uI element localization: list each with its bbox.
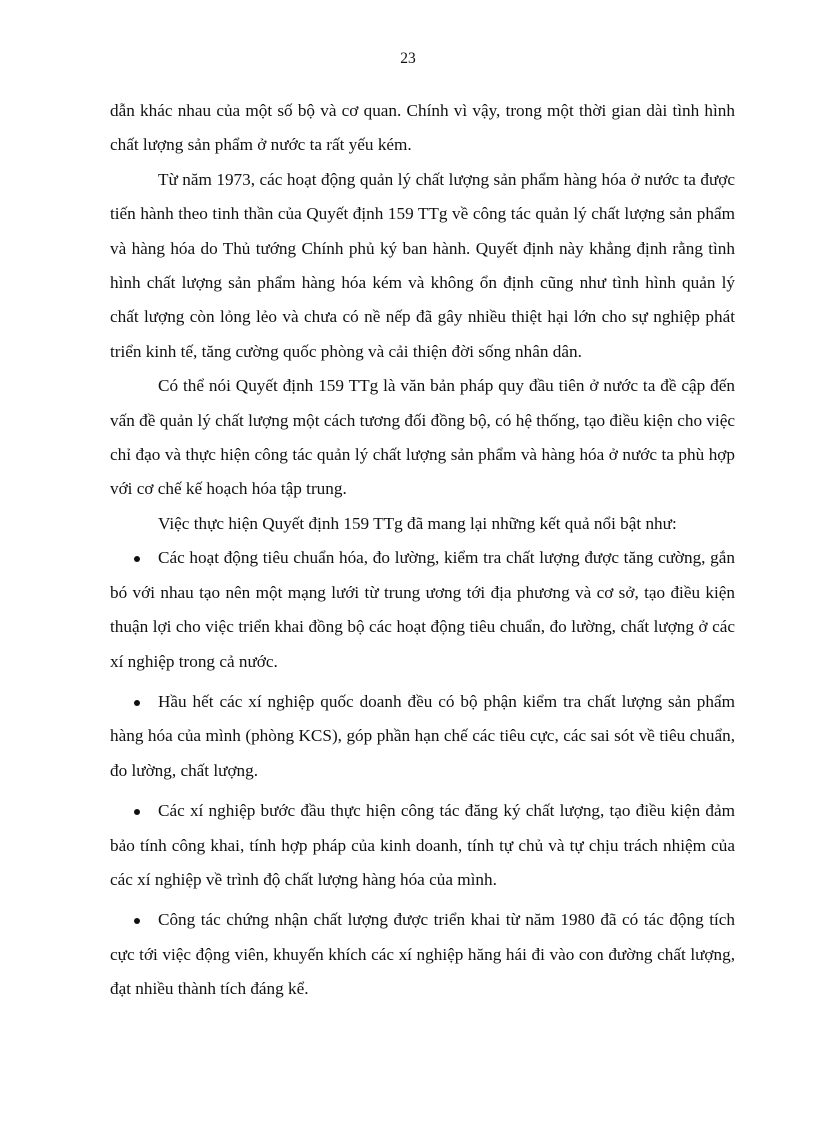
bullet-dot-icon <box>134 700 140 706</box>
bullet-text: Công tác chứng nhận chất lượng được triển khai từ năm 1980 đã có tác động tích cực tới việc động viên, khuyến khích các xí nghiệp hăng hái đi vào con đường chất lượng, đạt nhiều thành tích đáng kể. <box>110 910 735 999</box>
bullet-item <box>110 541 735 679</box>
document-body <box>110 94 735 1007</box>
paragraph-list-intro: Việc thực hiện Quyết định 159 TTg đã mang lại những kết quả nổi bật như: <box>158 513 677 533</box>
bullet-text: Các hoạt động tiêu chuẩn hóa, đo lường, kiểm tra chất lượng được tăng cường, gắn bó với nhau tạo nên một mạng lưới từ trung ương tới địa phương và cơ sở, tạo điều kiện thuận lợi cho việc triển khai đồng bộ các hoạt động tiêu chuẩn, đo lường, chất lượng ở các xí nghiệp trong cả nước. <box>110 548 735 671</box>
bullet-text: Các xí nghiệp bước đầu thực hiện công tác đăng ký chất lượng, tạo điều kiện đảm bảo tính công khai, tính hợp pháp của kinh doanh, tính tự chủ và tự chịu trách nhiệm của các xí nghiệp về trình độ chất lượng hàng hóa của mình. <box>110 801 735 889</box>
bullet-dot-icon <box>134 918 140 924</box>
bullet-text: Hầu hết các xí nghiệp quốc doanh đều có bộ phận kiểm tra chất lượng sản phẩm hàng hóa của mình (phòng KCS), góp phần hạn chế các tiêu cực, các sai sót về tiêu chuẩn, đo lường, chất lượng. <box>110 691 735 780</box>
bullet-dot-icon <box>134 556 140 562</box>
bullet-item <box>110 685 735 788</box>
paragraph-continuation: dẫn khác nhau của một số bộ và cơ quan. Chính vì vậy, trong một thời gian dài tình hình chất lượng sản phẩm ở nước ta rất yếu kém. <box>110 101 735 155</box>
page-number: 23 <box>400 50 416 67</box>
bullet-item <box>110 794 735 897</box>
paragraph: Từ năm 1973, các hoạt động quản lý chất lượng sản phẩm hàng hóa ở nước ta được tiến hành theo tinh thần của Quyết định 159 TTg về công tác quản lý chất lượng sản phẩm và hàng hóa do Thủ tướng Chính phủ ký ban hành. Quyết định này khẳng định rằng tình hình chất lượng sản phẩm hàng hóa kém và không ổn định cũng như tình hình quản lý chất lượng còn lỏng lẻo và chưa có nề nếp đã gây nhiều thiệt hại lớn cho sự nghiệp phát triển kinh tế, tăng cường quốc phòng và cải thiện đời sống nhân dân. <box>110 169 735 361</box>
bullet-dot-icon <box>134 809 140 815</box>
bullet-item <box>110 903 735 1006</box>
paragraph: Có thể nói Quyết định 159 TTg là văn bản pháp quy đầu tiên ở nước ta đề cập đến vấn đề quản lý chất lượng một cách tương đối đồng bộ, có hệ thống, tạo điều kiện cho việc chỉ đạo và thực hiện công tác quản lý chất lượng sản phẩm và hàng hóa ở nước ta phù hợp với cơ chế kế hoạch hóa tập trung. <box>110 376 735 499</box>
